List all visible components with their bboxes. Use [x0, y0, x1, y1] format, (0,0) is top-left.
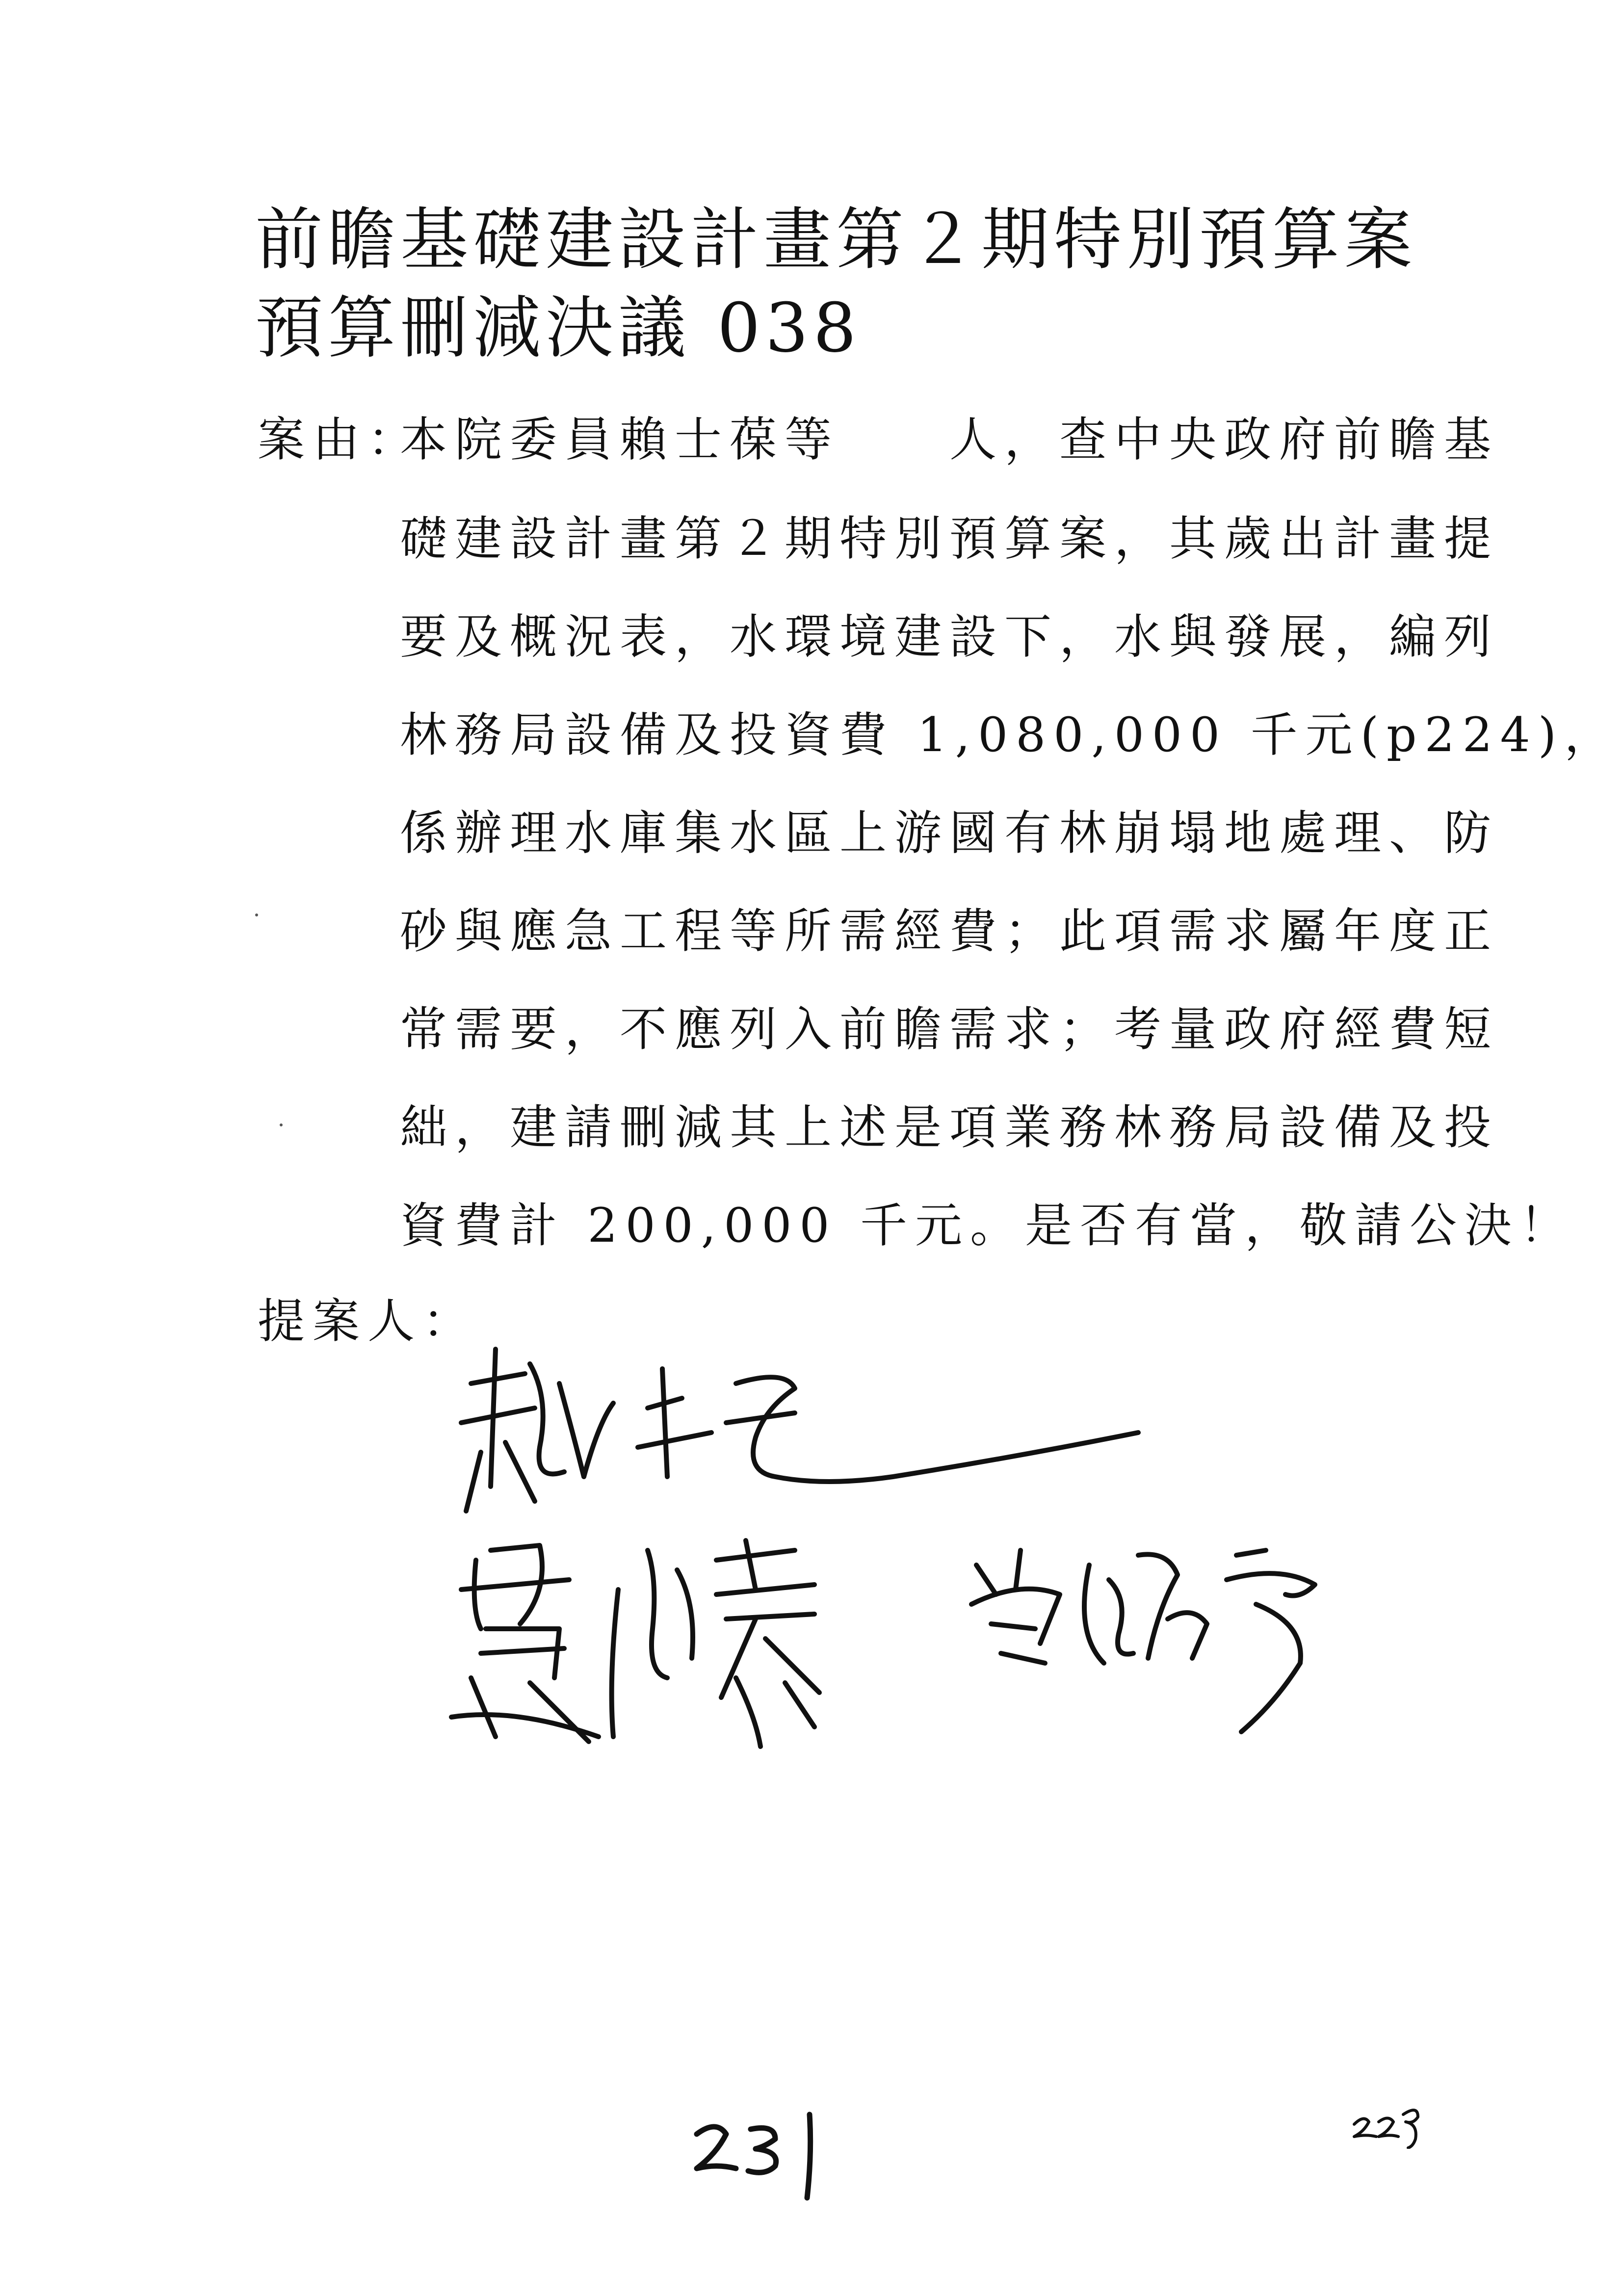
reason-line-7: 常需要，不應列入前瞻需求；考量政府經費短	[400, 1002, 1499, 1057]
proposer-label: 提案人：	[258, 1294, 477, 1349]
scan-speck	[255, 913, 258, 916]
signature-3	[962, 1536, 1364, 1742]
reason-line-4: 林務局設備及投資費 1,080,000 千元(p224)，	[400, 707, 1620, 762]
page-number-handwritten	[687, 2105, 844, 2203]
reason-line-1: 本院委員賴士葆等 人，查中央政府前瞻基	[400, 412, 1499, 467]
reason-line-5: 係辦理水庫集水區上游國有林崩塌地處理、防	[400, 806, 1499, 861]
document-title-line-1: 前瞻基礎建設計畫第２期特別預算案	[255, 200, 1417, 279]
reason-line-2: 礎建設計畫第２期特別預算案，其歲出計畫提	[400, 511, 1499, 566]
signature-2	[442, 1531, 883, 1756]
reason-label: 案由：	[258, 412, 422, 467]
document-title-line-2: 預算刪減決議 038	[255, 288, 862, 367]
reason-line-9: 資費計 200,000 千元。是否有當，敬請公決！	[400, 1198, 1575, 1253]
scan-speck	[280, 1123, 283, 1126]
reason-line-6: 砂與應急工程等所需經費；此項需求屬年度正	[400, 904, 1499, 959]
corner-mark-handwritten	[1349, 2095, 1428, 2149]
signature-1	[451, 1325, 1148, 1540]
reason-line-3: 要及概況表，水環境建設下，水與發展，編列	[400, 609, 1499, 664]
reason-line-8: 絀，建請刪減其上述是項業務林務局設備及投	[400, 1100, 1499, 1155]
